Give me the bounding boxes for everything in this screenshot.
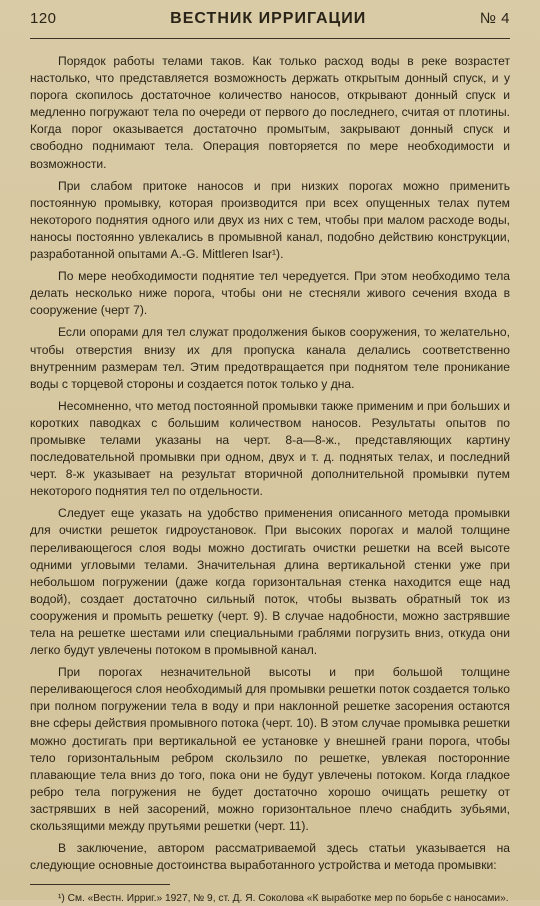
paragraph: При порогах незначительной высоты и при большой толщине переливающегося слоя необходимый для промывки решетки поток создается только при полном погружении тела в воду и при наклонной решетке засорения остаются вне сферы действия промывного потока (черт. 10). В этом случае промывка решетки можно достигать при вертикальной ее установке у внешней грани порога, чтобы тело горизонтальным ребром скользило по решетке, увлекая посторонние плавающие тела вниз до того, пока они не будут увлечены потоком. Когда гладкое ребро тела погружения не будет достаточно хорошо очищать решетку от застрявших в ней засорений, можно горизонтальное плечо снабдить зубьями, скользящими между прутьями решетки (черт. 11).	[30, 665, 510, 834]
footnote: ¹) См. «Вестн. Ирриг.» 1927, № 9, ст. Д. Я. Соколова «К выработке мер по борьбе с наносами».	[58, 893, 509, 905]
running-header	[30, 10, 510, 39]
footnote-divider	[30, 884, 170, 885]
issue-number: № 4	[479, 10, 510, 27]
paragraph: Если опорами для тел служат продолжения быков сооружения, то желательно, чтобы отверстия внизу их для пропуска канала делались соответственно внутренним размерам тел. Этим предотвращается при поднятом теле проникание воды с торцевой стороны и создается поток только у дна.	[30, 325, 510, 391]
paragraph: В заключение, автором рассматриваемой здесь статьи указывается на следующие основные достоинства выработанного устройства и метода промывки:	[30, 841, 510, 873]
page-number: 120	[30, 10, 57, 27]
paragraph: По мере необходимости поднятие тел чередуется. При этом необходимо тела делать несколько ниже порога, чтобы они не стесняли живого сечения входа в сооружение (черт 7).	[30, 269, 510, 318]
paragraph: Несомненно, что метод постоянной промывки также применим и при больших и коротких паводках с большим количеством наносов. Результаты опытов по промывке телами указаны на черт. 8-а—8-ж., представляющих картину последовательной промывки при одном, двух и т. д. поднятых телах, и последний черт. 8-ж указывает на результат вторичной дополнительной промывки путем некоторого поднятия тел по отдельности.	[30, 398, 510, 499]
paragraph: Следует еще указать на удобство применения описанного метода промывки для очистки решеток гидроустановок. При высоких порогах и малой толщине переливающегося слоя воды можно достигать очистки решетки на всей высоте одними угловыми телами. Значительная длина вертикальной стенки уже при небольшом погружении (даже когда горизонтальная стенка находится еще над водой), создает достаточно сильный поток, чтобы вызвать обратный ток из сооружения и промыть решетку (черт. 9). В случае надобности, можно застрявшие тела на решетке шестами или специальными граблями погрузить вниз, откуда они легко будут увлечены потоком в промывной канал.	[30, 506, 510, 658]
article-body	[30, 53, 510, 874]
paragraph: Порядок работы телами таков. Как только расход воды в реке возрастет настолько, что представляется возможность держать открытым донный спуск, и у порога скопилось достаточное количество наносов, открывают донный спуск и медленно погружают тела по очереди от первого до последнего, считая от плотины. Когда порог оказывается достаточно промытым, закрывают донный спуск и свободно поднимают тела. Операция повторяется по мере необходимости и возможности.	[30, 54, 510, 171]
paragraph: При слабом притоке наносов и при низких порогах можно применить постоянную промывку, которая производится при всех опущенных телах путем некоторого поднятия одного или двух из них с тем, чтобы при малом расходе воды, наносы постоянно увлекались в промывной канал, подобно действию конструкции, разработанной опытами A.-G. Mittleren Isar¹).	[30, 178, 510, 262]
journal-title: ВЕСТНИК ИРРИГАЦИИ	[170, 10, 367, 27]
